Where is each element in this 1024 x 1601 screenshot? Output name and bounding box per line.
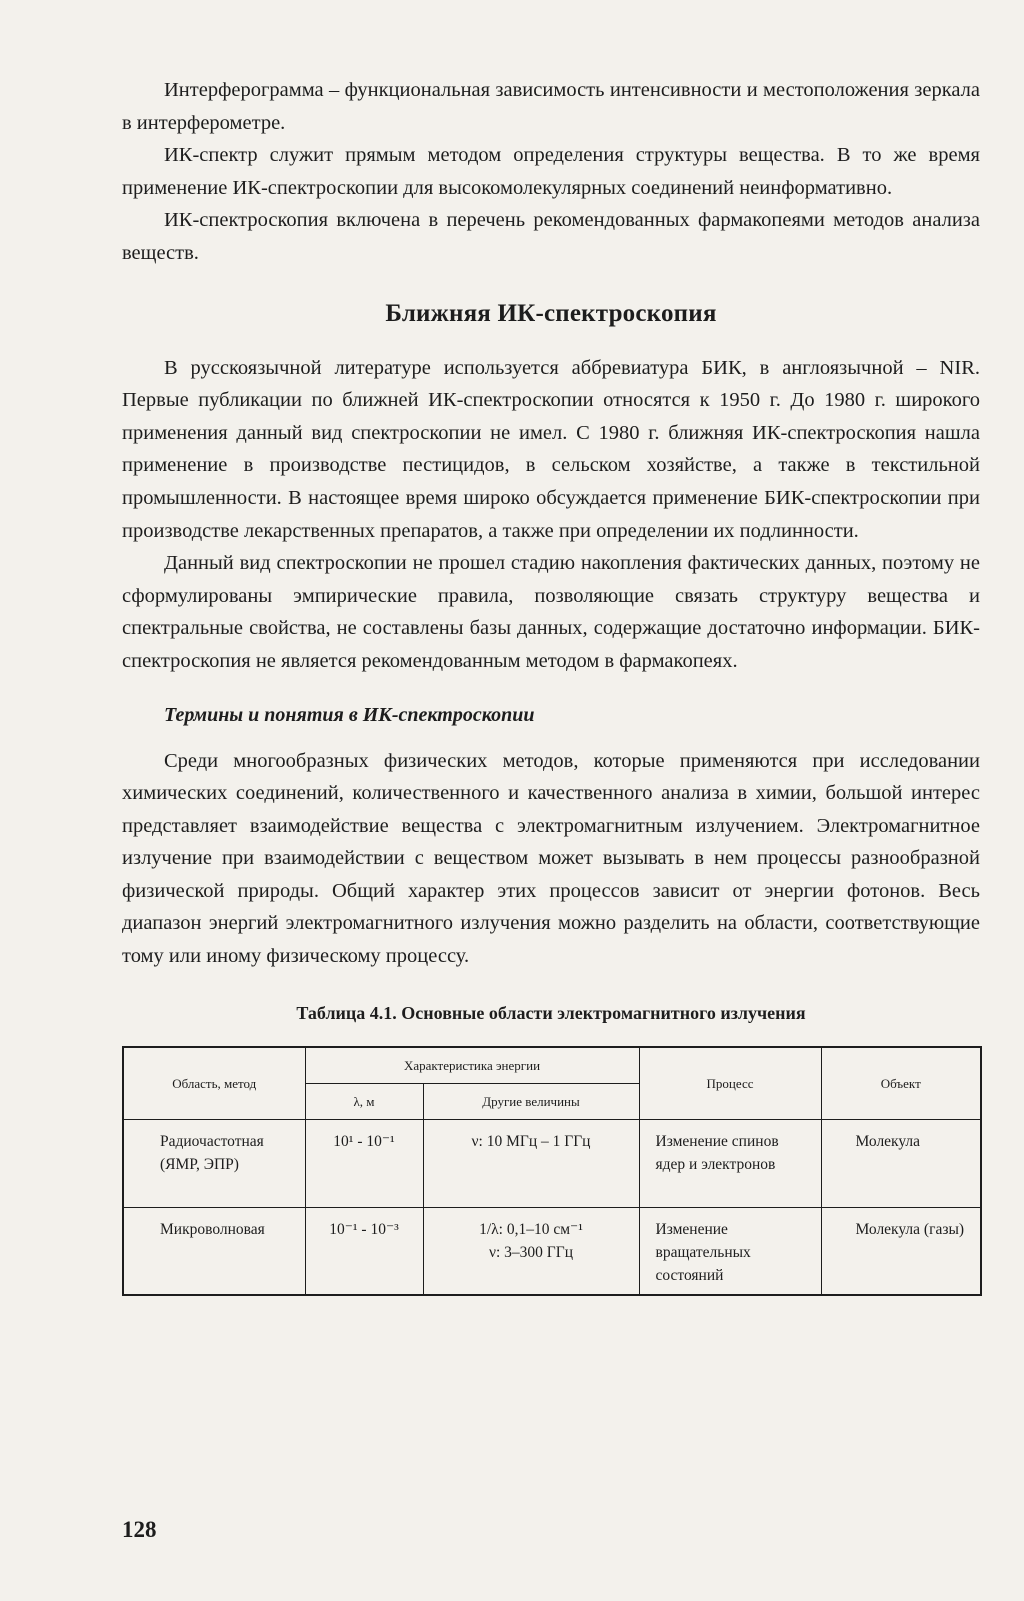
table-row: [123, 1119, 981, 1207]
cell-object: Молекула (газы): [821, 1207, 981, 1295]
header-region: Область, метод: [123, 1047, 305, 1120]
cell-region: Радиочастотная (ЯМР, ЭПР): [123, 1119, 305, 1207]
header-object: Объект: [821, 1047, 981, 1120]
paragraph-nir-history: В русскоязычной литературе используется аббревиатура БИК, в англоязычной – NIR. Первые публикации по ближней ИК-спектроскопии относятся к 1950 г. До 1980 г. широкого применения данный вид спектроскопии не имел. С 1980 г. ближняя ИК-спектроскопия нашла применение в производстве пестицидов, в сельском хозяйстве, а также в текстильной промышленности. В настоящее время широко обсуждается применение БИК-спектроскопии при производстве лекарственных препаратов, а также при определении их подлинности.: [122, 356, 980, 542]
em-regions-table: [122, 1046, 982, 1297]
header-process: Процесс: [639, 1047, 821, 1120]
cell-wavelength: 10¹ - 10⁻¹: [305, 1119, 423, 1207]
cell-object: Молекула: [821, 1119, 981, 1207]
paragraph-em-radiation: Среди многообразных физических методов, которые применяются при исследовании химических соединений, количественного и качественного анализа в химии, большой интерес представляет взаимодействие вещества с электромагнитным излучением. Электромагнитное излучение при взаимодействии с веществом может вызывать в нем процессы разнообразной физической природы. Общий характер этих процессов зависит от энергии фотонов. Весь диапазон энергий электромагнитного излучения можно разделить на области, соответствующие тому или иному физическому процессу.: [122, 749, 980, 968]
table-header-row: [123, 1047, 981, 1084]
cell-region: Микроволновая: [123, 1207, 305, 1295]
cell-process: Изменение вращательных состояний: [639, 1207, 821, 1295]
paragraph-pharmacopoeia: ИК-спектроскопия включена в перечень рекомендованных фармакопеями методов анализа веществ.: [122, 209, 980, 264]
section-title: Ближняя ИК-спектроскопия: [385, 299, 717, 327]
header-wavelength: λ, м: [305, 1083, 423, 1119]
paragraph-interferogram: Интерферограмма – функциональная зависимость интенсивности и местоположения зеркала в интерферометре.: [122, 79, 980, 134]
cell-other-values: ν: 10 МГц – 1 ГГц: [423, 1119, 639, 1207]
cell-process: Изменение спинов ядер и электронов: [639, 1119, 821, 1207]
paragraph-nir-status: Данный вид спектроскопии не прошел стадию накопления фактических данных, поэтому не сформулированы эмпирические правила, позволяющие связать структуру вещества и спектральные свойства, не составлены базы данных, содержащие достаточно информации. БИК-спектроскопия не является рекомендованным методом в фармакопеях.: [122, 552, 980, 672]
table-caption: Таблица 4.1. Основные области электромагнитного излучения: [296, 1002, 806, 1023]
subsection-title: Термины и понятия в ИК-спектроскопии: [164, 703, 535, 726]
table-row: [123, 1207, 981, 1295]
paragraph-ir-spectrum: ИК-спектр служит прямым методом определения структуры вещества. В то же время применение ИК-спектроскопии для высокомолекулярных соединений неинформативно.: [122, 144, 980, 199]
page-number: 128: [122, 1517, 157, 1542]
cell-other-values: 1/λ: 0,1–10 см⁻¹ ν: 3–300 ГГц: [423, 1207, 639, 1295]
cell-wavelength: 10⁻¹ - 10⁻³: [305, 1207, 423, 1295]
header-other-values: Другие величины: [423, 1083, 639, 1119]
header-energy: Характеристика энергии: [305, 1047, 639, 1084]
page-body: [122, 74, 980, 1296]
